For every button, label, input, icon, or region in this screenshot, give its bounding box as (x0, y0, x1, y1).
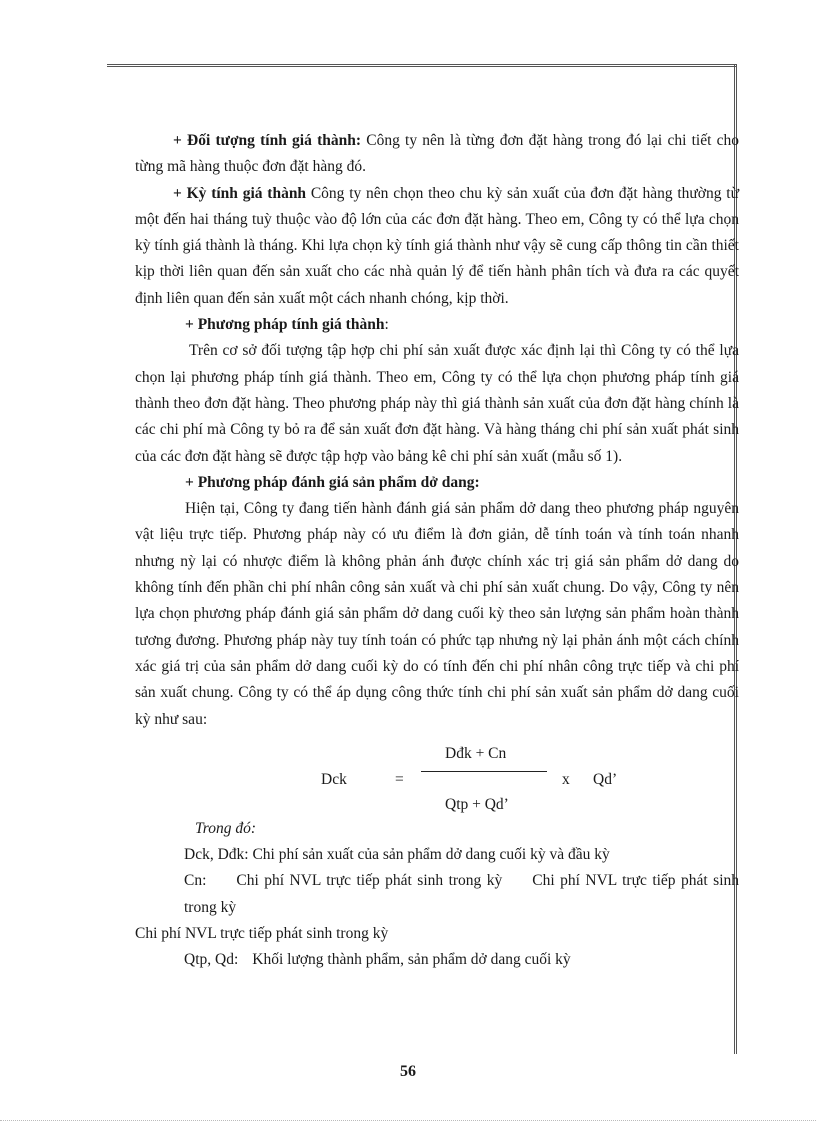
formula-fraction-bar (421, 771, 547, 772)
definition-cn-text-c: Chi phí NVL trực tiếp phát sinh trong kỳ (135, 925, 389, 943)
definitions-heading: Trong đó: (195, 819, 257, 837)
text-wip-valuation: Hiện tại, Công ty đang tiến hành đánh giá sản phẩm dở dang theo phương pháp nguyên vật liệu trực tiếp. Phương pháp này có ưu điểm là đơn giản, dễ tính toán và tính toán nhanh nhưng nỳ lại có nhược điểm là không phản ánh được chính xác trị giá sản phẩm dở dang do không tính đến phần chi phí nhân công sản xuất và chi phí sản xuất chung. Do vậy, Công ty nên lựa chọn phương pháp đánh giá sản phẩm dở dang cuối kỳ theo sản lượng sản phẩm hoàn thành tương đương. Phương pháp này tuy tính toán có phức tạp nhưng nỳ lại phản ánh một cách chính xác giá trị của sản phẩm dở dang cuối kỳ do có tính đến chi phí nhân công trực tiếp và chi phí sản xuất chung. Công ty có thể áp dụng công thức tính chi phí sản xuất sản phẩm dở dang cuối kỳ như sau: (135, 500, 739, 728)
text-costing-period: Công ty nên chọn theo chu kỳ sản xuất của đơn đặt hàng thường từ một đến hai tháng tuỳ thuộc vào độ lớn của các đơn đặt hàng. Theo em, Công ty có thể lựa chọn kỳ tính giá thành là tháng. Khi lựa chọn kỳ tính giá thành như vậy sẽ cung cấp thông tin cần thiết kịp thời liên quan đến sản xuất cho các nhà quản lý để tiến hành phân tích và đưa ra các quyết định liên quan đến sản xuất một cách nhanh chóng, kịp thời. (135, 184, 739, 307)
paragraph-wip-heading (135, 470, 739, 496)
definition-qtp-text: Khối lượng thành phẩm, sản phẩm dở dang cuối kỳ (252, 951, 571, 969)
definition-cn-term: Cn: (184, 872, 207, 890)
heading-wip-valuation: + Phương pháp đánh giá sản phẩm dở dang: (185, 473, 480, 491)
formula-equals: = (395, 770, 404, 788)
heading-costing-object: + Đối tượng tính giá thành: (173, 132, 362, 149)
text-costing-object: Công ty nên là từng đơn đặt hàng trong đó lại chi tiết cho từng mã hàng thuộc đơn đặt hàng đó. (135, 132, 739, 176)
formula-lhs: Dck (321, 770, 347, 788)
formula-factor: Qd’ (593, 770, 618, 788)
heading-colon: : (384, 316, 389, 334)
paragraph-costing-method-heading (135, 312, 739, 338)
paragraph-wip-valuation (135, 496, 739, 733)
definition-cn-text-b: Chi phí NVL trực tiếp phát sinh trong kỳ (184, 872, 739, 916)
definition-dck-ddk: Dck, Dđk: Chi phí sản xuất của sản phẩm dở dang cuối kỳ và đầu kỳ (184, 846, 610, 864)
formula-times: x (562, 770, 570, 788)
formula-wip-cost (135, 734, 739, 813)
page-border-top (107, 64, 737, 67)
paragraph-costing-period (135, 181, 739, 312)
paragraph-costing-object (135, 128, 739, 181)
definition-cn (135, 868, 739, 921)
formula-numerator: Dđk + Cn (445, 744, 507, 762)
page-break-line (0, 1120, 816, 1121)
paragraph-costing-method (135, 338, 739, 469)
document-body (135, 128, 739, 974)
formula-denominator: Qtp + Qd’ (445, 795, 509, 813)
text-costing-method: Trên cơ sở đối tượng tập hợp chi phí sản xuất được xác định lại thì Công ty có thể lựa chọn lại phương pháp tính giá thành. Theo em, Công ty có thể lựa chọn phương pháp tính giá thành theo đơn đặt hàng. Theo phương pháp này thì giá thành sản xuất của đơn đặt hàng chính là các chi phí mà Công ty bỏ ra để sản xuất đơn đặt hàng. Và hàng tháng chi phí sản xuất phát sinh của các đơn đặt hàng sẽ được tập hợp vào bảng kê chi phí sản xuất (mẫu số 1). (135, 342, 739, 465)
definition-cn-text-a: Chi phí NVL trực tiếp phát sinh trong kỳ (236, 872, 503, 890)
definition-qtp-qd (135, 947, 739, 973)
definition-qtp-term: Qtp, Qd: (184, 951, 239, 969)
heading-costing-method: + Phương pháp tính giá thành (185, 316, 385, 334)
definition-cn-continued (135, 921, 739, 947)
page-number: 56 (400, 1063, 416, 1080)
heading-costing-period: + Kỳ tính giá thành (173, 184, 307, 202)
